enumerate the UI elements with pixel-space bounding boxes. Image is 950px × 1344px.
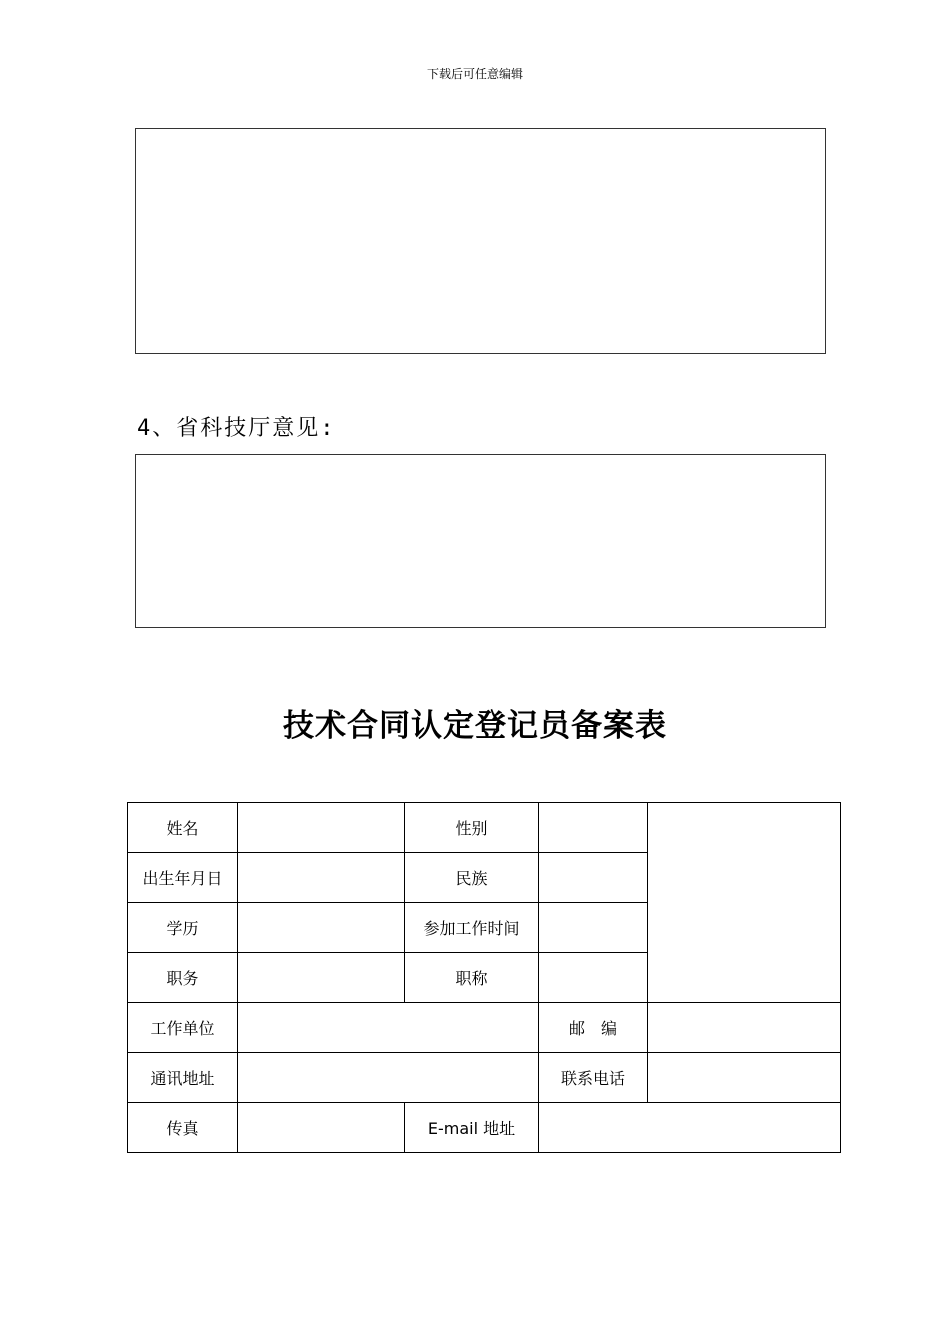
professional-title-field[interactable] (539, 953, 648, 1003)
ethnicity-field[interactable] (539, 853, 648, 903)
ethnicity-label: 民族 (405, 853, 539, 903)
work-start-field[interactable] (539, 903, 648, 953)
name-label: 姓名 (128, 803, 238, 853)
table-row (128, 803, 841, 853)
position-field[interactable] (238, 953, 405, 1003)
phone-field[interactable] (648, 1053, 841, 1103)
postcode-label: 邮 编 (539, 1003, 648, 1053)
form-title: 技术合同认定登记员备案表 (283, 708, 667, 744)
name-field[interactable] (238, 803, 405, 853)
email-field[interactable] (539, 1103, 841, 1153)
address-label: 通讯地址 (128, 1053, 238, 1103)
gender-field[interactable] (539, 803, 648, 853)
photo-cell[interactable] (648, 803, 841, 1003)
education-label: 学历 (128, 903, 238, 953)
registration-table (127, 802, 841, 1153)
work-start-label: 参加工作时间 (405, 903, 539, 953)
phone-label: 联系电话 (539, 1053, 648, 1103)
fax-label: 传真 (128, 1103, 238, 1153)
email-label: E-mail 地址 (405, 1103, 539, 1153)
table-row (128, 1103, 841, 1153)
birth-date-field[interactable] (238, 853, 405, 903)
education-field[interactable] (238, 903, 405, 953)
birth-date-label: 出生年月日 (128, 853, 238, 903)
provincial-opinion-box[interactable] (135, 454, 826, 628)
page-header-note: 下载后可任意编辑 (426, 67, 523, 81)
position-label: 职务 (128, 953, 238, 1003)
opinion-box-previous[interactable] (135, 128, 826, 354)
employer-field[interactable] (238, 1003, 539, 1053)
gender-label: 性别 (405, 803, 539, 853)
section-4-heading: 4、省科技厅意见: (137, 416, 336, 441)
address-field[interactable] (238, 1053, 539, 1103)
professional-title-label: 职称 (405, 953, 539, 1003)
postcode-field[interactable] (648, 1003, 841, 1053)
employer-label: 工作单位 (128, 1003, 238, 1053)
table-row (128, 1003, 841, 1053)
table-row (128, 1053, 841, 1103)
fax-field[interactable] (238, 1103, 405, 1153)
